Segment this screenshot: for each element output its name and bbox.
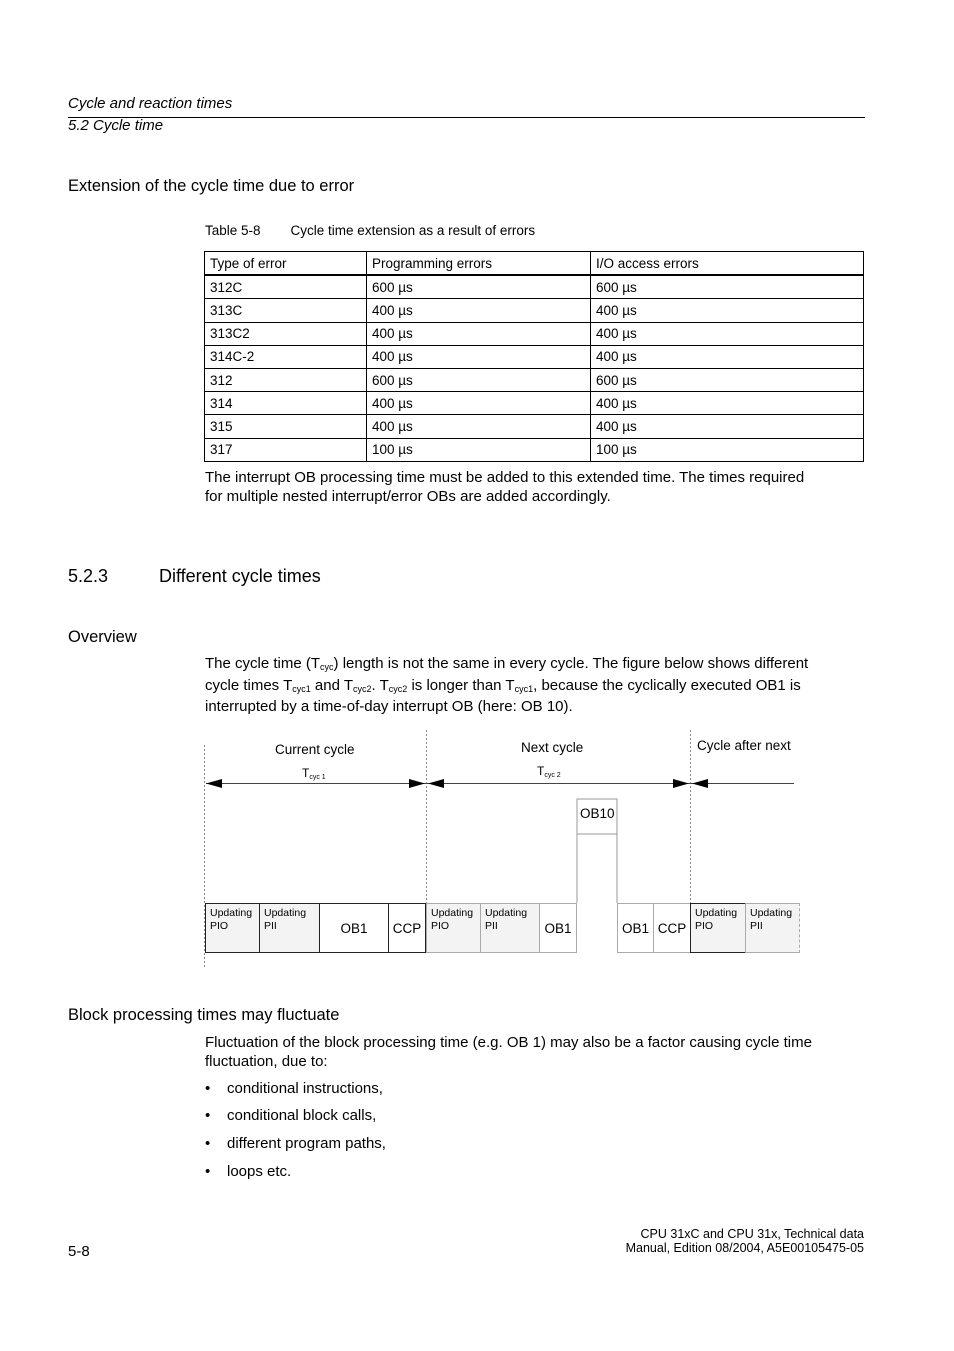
bullet-icon: • [205, 1135, 211, 1152]
arrowhead-icon [692, 779, 708, 788]
updating-pii-box: Updating PII [745, 903, 800, 953]
table-cell: 600 µs [367, 368, 591, 391]
paragraph-line: Fluctuation of the block processing time (e.g. OB 1) may also be a factor causing cycle time [205, 1034, 812, 1051]
table-label: Table 5-8 [205, 223, 261, 238]
table-cell: 600 µs [591, 275, 864, 299]
list-item: • loops etc. [205, 1163, 292, 1180]
arrowhead-icon [409, 779, 425, 788]
section-number: 5.2.3 [68, 566, 109, 586]
table-cell: 312C [205, 275, 367, 299]
next-cycle-label: Next cycle [521, 740, 584, 755]
table-cell: 317 [205, 438, 367, 461]
column-header: Type of error [205, 252, 367, 276]
ccp-box: CCP [388, 903, 426, 953]
column-header: Programming errors [367, 252, 591, 276]
section-title: Different cycle times [159, 566, 321, 586]
overview-heading: Overview [68, 628, 137, 646]
list-item: • different program paths, [205, 1135, 386, 1152]
table-cell: 400 µs [367, 392, 591, 415]
fluctuate-heading: Block processing times may fluctuate [68, 1006, 340, 1024]
table-cell: 315 [205, 415, 367, 438]
footer-doc-title: CPU 31xC and CPU 31x, Technical data [640, 1227, 864, 1241]
updating-pii-box: Updating PII [259, 903, 320, 953]
paragraph-line: cycle times $T_{cyc1}$ and $T_{cyc2}$. $T_{cyc2}$ is longer than $T_{cyc1}$, because the cyclically executed OB1 is [205, 676, 801, 694]
ob1-box: OB1 [617, 903, 654, 953]
table-cell: 100 µs [367, 438, 591, 461]
ob10-label: OB10 [580, 806, 615, 821]
bullet-icon: • [205, 1080, 211, 1097]
table-cell: 313C [205, 299, 367, 322]
updating-pii-box: Updating PII [480, 903, 540, 953]
table-cell: 313C2 [205, 322, 367, 345]
arrowhead-icon [206, 779, 222, 788]
table-cell: 400 µs [591, 322, 864, 345]
fluctuate-paragraph [205, 1034, 865, 1071]
table-cell: 400 µs [367, 322, 591, 345]
paragraph-line: interrupted by a time-of-day interrupt OB (here: OB 10). [205, 698, 573, 715]
tcyc2-label: $T_{cyc 2}$ [537, 764, 561, 779]
note-line: for multiple nested interrupt/error OBs are added accordingly. [205, 487, 611, 505]
updating-pio-box: Updating PIO [426, 903, 481, 953]
table-cell: 314C-2 [205, 345, 367, 368]
error-extension-heading: Extension of the cycle time due to error [68, 177, 355, 195]
column-header: I/O access errors [591, 252, 864, 276]
arrowhead-icon [428, 779, 444, 788]
ccp-box: CCP [653, 903, 691, 953]
bullet-icon: • [205, 1163, 211, 1180]
arrowhead-icon [673, 779, 689, 788]
table-cell: 400 µs [367, 415, 591, 438]
bullet-icon: • [205, 1107, 211, 1124]
table-cell: 400 µs [591, 299, 864, 322]
table-cell: 400 µs [591, 345, 864, 368]
updating-pio-box: Updating PIO [205, 903, 260, 953]
ob1-box: OB1 [539, 903, 577, 953]
table-cell: 400 µs [591, 415, 864, 438]
table-cell: 312 [205, 368, 367, 391]
table-cell: 400 µs [591, 392, 864, 415]
note-line: The interrupt OB processing time must be added to this extended time. The times required [205, 469, 805, 486]
list-item: • conditional instructions, [205, 1080, 383, 1097]
chapter-header: Cycle and reaction times [68, 95, 233, 112]
table-cell: 314 [205, 392, 367, 415]
cycle-after-next-label: Cycle after next [697, 738, 791, 753]
footer-edition: Manual, Edition 08/2004, A5E00105475-05 [625, 1241, 864, 1255]
page-number: 5-8 [68, 1243, 90, 1260]
table-cell: 400 µs [367, 299, 591, 322]
table-cell: 100 µs [591, 438, 864, 461]
current-cycle-label: Current cycle [275, 742, 355, 757]
table-cell: 400 µs [367, 345, 591, 368]
ob1-box: OB1 [319, 903, 389, 953]
updating-pio-box: Updating PIO [690, 903, 746, 953]
tcyc1-label: $T_{cyc 1}$ [302, 766, 326, 781]
table-title: Cycle time extension as a result of errors [290, 223, 536, 238]
table-cell: 600 µs [591, 368, 864, 391]
table-cell: 600 µs [367, 275, 591, 299]
footer-doc-info [626, 1227, 864, 1255]
list-item: • conditional block calls, [205, 1107, 377, 1124]
paragraph-line: The cycle time $(T_{cyc})$ length is not the same in every cycle. The figure below shows different [205, 655, 809, 672]
section-header: 5.2 Cycle time [68, 117, 164, 134]
paragraph-line: fluctuation, due to: [205, 1052, 328, 1070]
